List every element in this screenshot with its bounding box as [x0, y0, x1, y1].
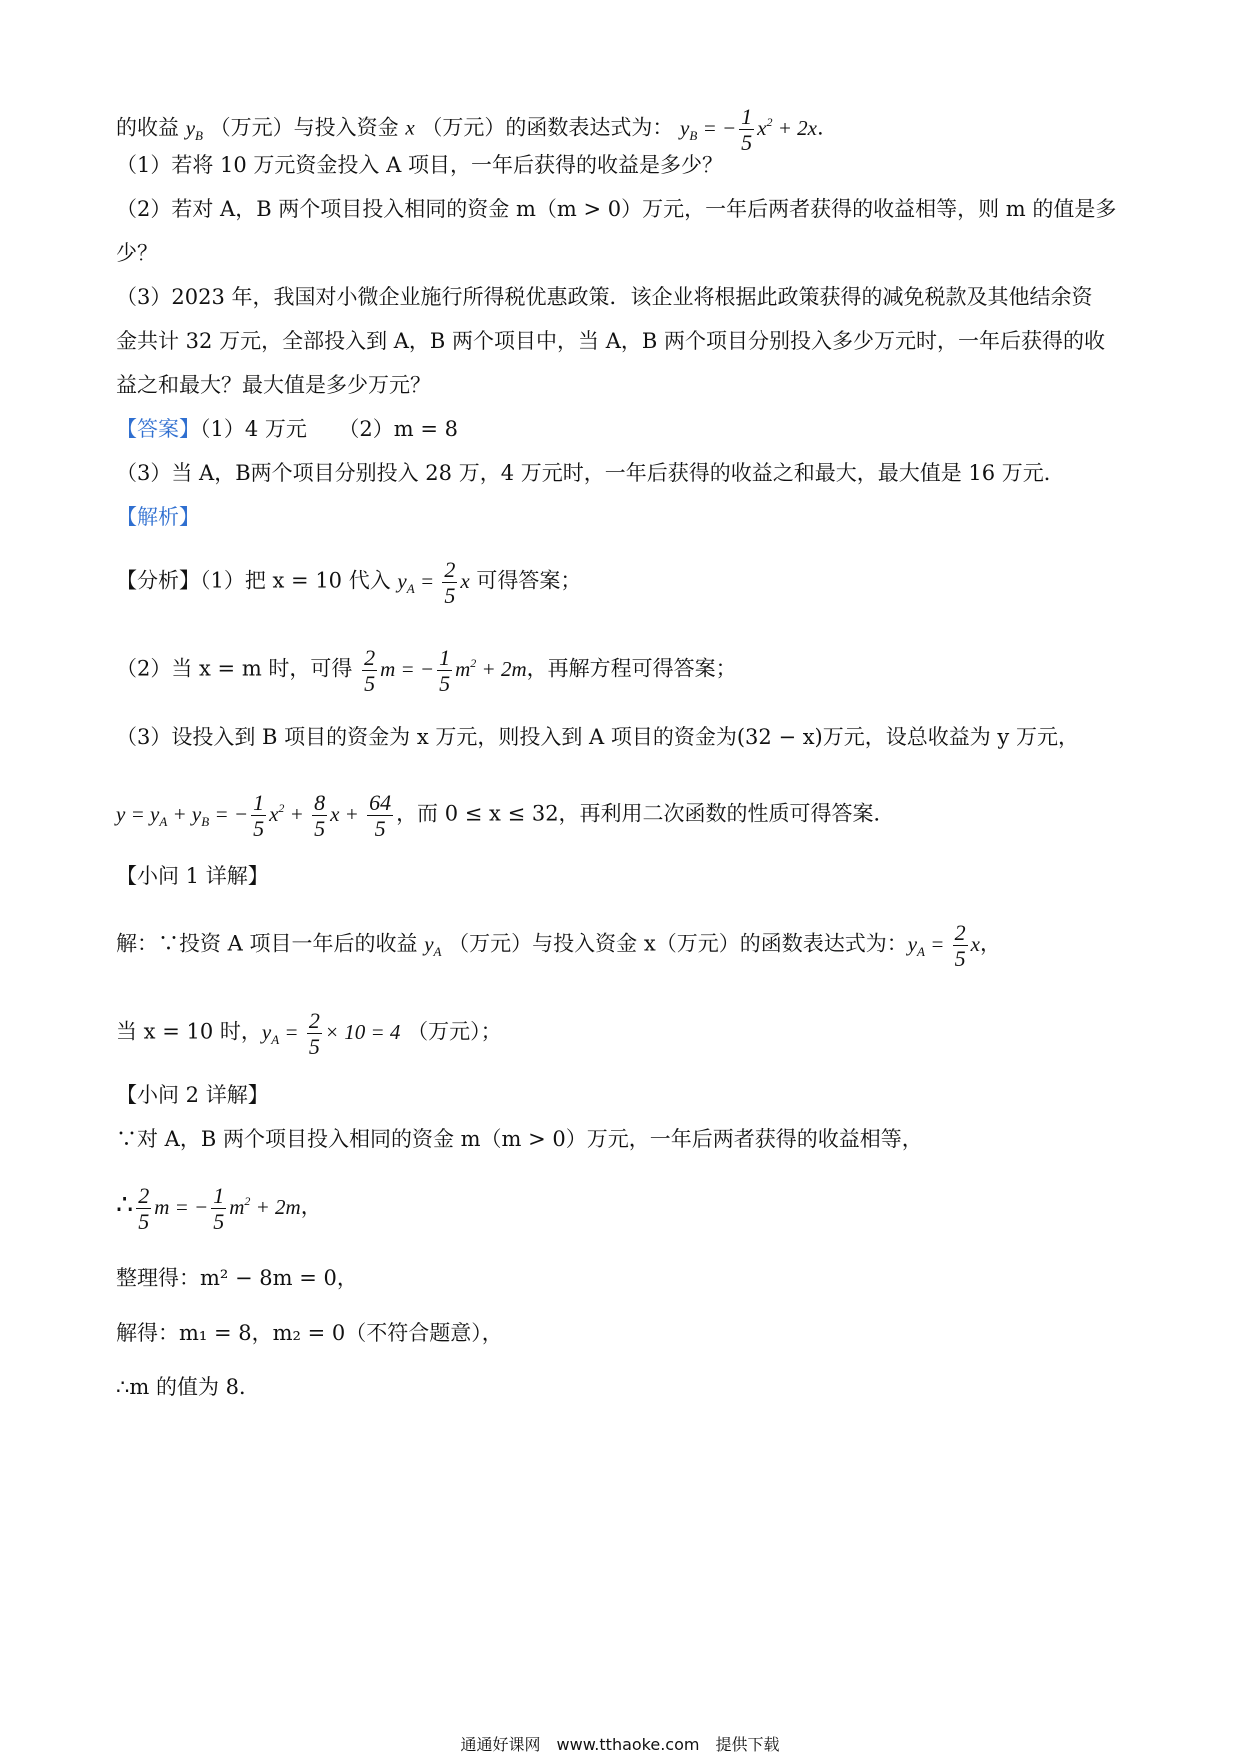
footer-watermark: 通通好课网 www.tthaoke.com 提供下载 — [460, 1735, 780, 1754]
therefore-symbol: ∴ — [116, 1189, 134, 1220]
analysis-4 — [116, 790, 895, 842]
text: （2）当 x = m 时，可得 — [116, 656, 360, 681]
question-3-line-2: 金共计 32 万元，全部投入到 A，B 两个项目中，当 A，B 两个项目分别投入多少万元时，一年后获得的收 — [116, 329, 1105, 353]
solution-2-line-4: 解得：m₁ = 8，m₂ = 0（不符合题意）， — [116, 1321, 503, 1345]
formula-yA-2: $y_A$ = $\frac{2}{5}$ x — [907, 920, 980, 972]
text: 当 x = 10 时， — [116, 1019, 262, 1044]
formula-yA: $y_A$ = $\frac{2}{5}$ x — [397, 557, 470, 609]
text: 解：∵投资 A 项目一年后的收益 — [116, 931, 425, 956]
text: 可得答案； — [476, 568, 582, 593]
question-2-line-2: 少？ — [116, 241, 158, 265]
text: （万元）与投入资金 — [209, 115, 406, 140]
intro-line — [116, 104, 824, 156]
text: . — [817, 115, 824, 140]
calc-yA: $y_A$ = $\frac{2}{5}$ × 10 = 4 — [261, 1008, 401, 1060]
text: ，而 0 ≤ x ≤ 32，再利用二次函数的性质可得答案． — [396, 801, 895, 826]
math-x: x — [405, 115, 415, 140]
analysis-2 — [116, 645, 737, 697]
question-2-line-1: （2）若对 A，B 两个项目投入相同的资金 m（m > 0）万元，一年后两者获得的收益相等，则 m 的值是多 — [116, 197, 1117, 221]
text: （万元）； — [407, 1019, 502, 1044]
analysis-1 — [116, 557, 581, 609]
formula-total: $y = y_A + y_B$ = − $\frac{1}{5}$ $x^2$ + $\frac{8}{5}$ x + $\frac{64}{5}$ — [116, 790, 392, 842]
equation-m-2: $\frac{2}{5}$ m = − $\frac{1}{5}$ $m^2 + 2m$ — [138, 1183, 301, 1235]
question-1: （1）若将 10 万元资金投入 A 项目，一年后获得的收益是多少？ — [116, 153, 723, 177]
text: 的收益 — [116, 115, 186, 140]
solution-1-line-2 — [116, 1008, 502, 1060]
subquestion-2-title: 【小问 2 详解】 — [116, 1083, 269, 1107]
question-3-line-3: 益之和最大？最大值是多少万元？ — [116, 373, 431, 397]
math-yA: $y_A$ — [424, 931, 442, 959]
text: （万元）与投入资金 x（万元）的函数表达式为： — [448, 931, 908, 956]
solution-2-line-5: ∴m 的值为 8． — [116, 1375, 260, 1399]
answer-3: （3）当 A，B两个项目分别投入 28 万，4 万元时，一年后获得的收益之和最大，最大值是 16 万元． — [116, 461, 1065, 485]
equation-m: $\frac{2}{5}$ m = − $\frac{1}{5}$ $m^2 + 2m$ — [364, 645, 527, 697]
analysis-3: （3）设投入到 B 项目的资金为 x 万元，则投入到 A 项目的资金为(32 − x)万元，设总收益为 y 万元， — [116, 725, 1079, 749]
text: 【分析】（1）把 x = 10 代入 — [116, 568, 398, 593]
question-3-line-1: （3）2023 年，我国对小微企业施行所得税优惠政策．该企业将根据此政策获得的减免税款及其他结余资 — [116, 285, 1093, 309]
answer-line — [116, 419, 458, 440]
analysis-tag: 【解析】 — [116, 505, 200, 529]
answer-tag: 【答案】 — [116, 417, 200, 441]
solution-2-line-2: ∴ $\frac{2}{5}$ m = − $\frac{1}{5}$ $m^2 + 2m$， — [116, 1183, 322, 1235]
text: （万元）的函数表达式为： — [421, 115, 674, 140]
text: ， — [979, 931, 1001, 956]
solution-1-line-1 — [116, 920, 1001, 972]
formula-yB: $y_B$ = − $\frac{1}{5}$ $x^2 + 2x$ — [680, 104, 817, 156]
solution-2-line-1: ∵对 A，B 两个项目投入相同的资金 m（m > 0）万元，一年后两者获得的收益相等， — [116, 1127, 923, 1151]
math-yB: $y_B$ — [185, 115, 203, 143]
solution-2-line-3: 整理得：m² − 8m = 0， — [116, 1266, 358, 1290]
text: ，再解方程可得答案； — [526, 656, 737, 681]
subquestion-1-title: 【小问 1 详解】 — [116, 864, 269, 888]
answer-text: （1）4 万元 （2）m = 8 — [200, 417, 458, 441]
